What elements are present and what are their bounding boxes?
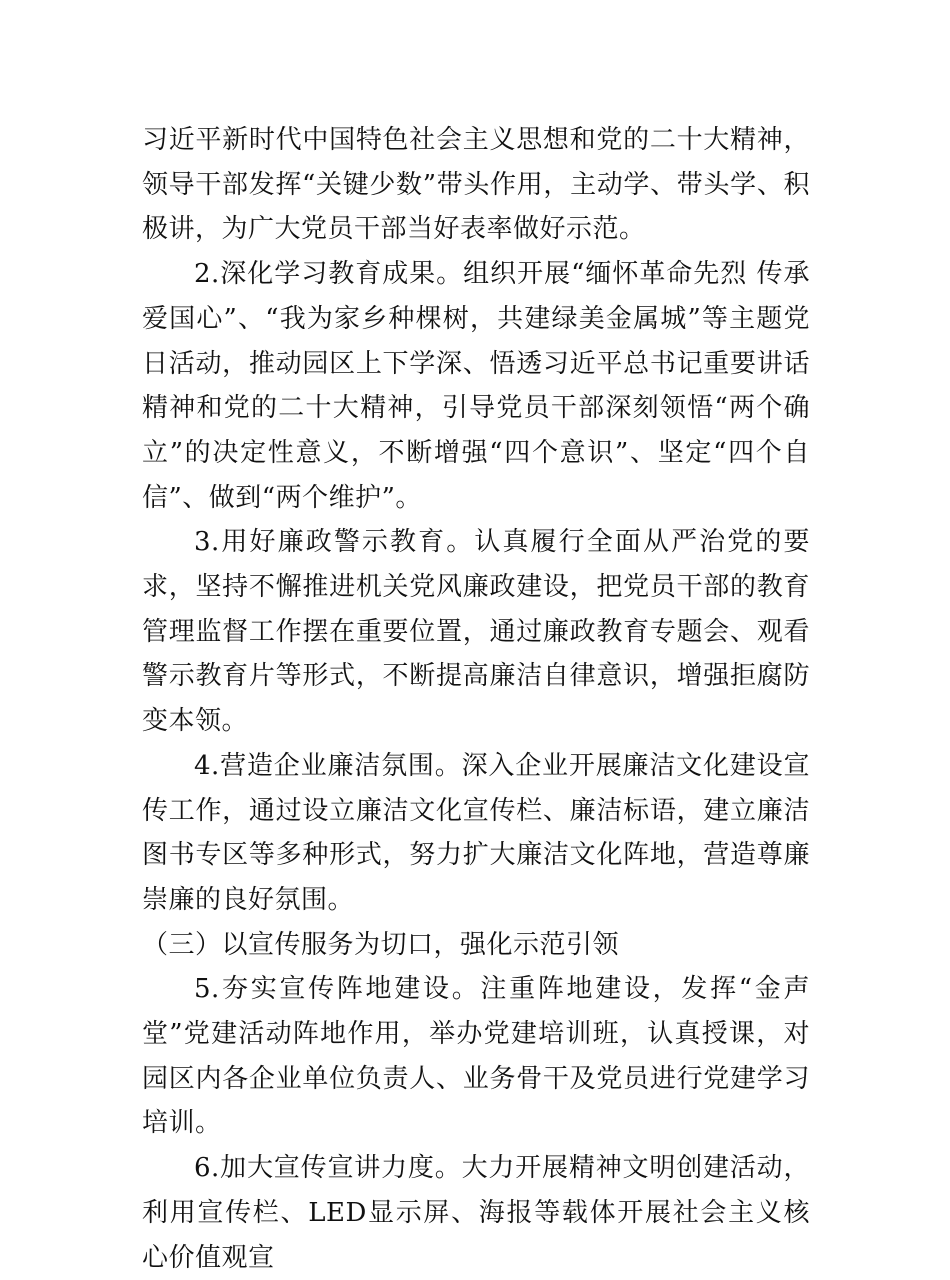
document-body — [142, 118, 810, 1280]
paragraph-item-5: 5.夯实宣传阵地建设。注重阵地建设，发挥“金声堂”党建活动阵地作用，举办党建培训班，认真授课，对园区内各企业单位负责人、业务骨干及党员进行党建学习培训。 — [142, 974, 810, 1139]
section-heading: （三）以宣传服务为切口，强化示范引领 — [142, 929, 620, 960]
paragraph-item-2: 2.深化学习教育成果。组织开展“缅怀革命先烈 传承爱国心”、“我为家乡种棵树，共建绿美金属城”等主题党日活动，推动园区上下学深、悟透习近平总书记重要讲话精神和党的二十大精神，引导党员干部深刻领悟“两个确立”的决定性意义，不断增强“四个意识”、坚定“四个自信”、做到“两个维护”。 — [142, 259, 810, 513]
paragraph-item-6: 6.加大宣传宣讲力度。大力开展精神文明创建活动，利用宣传栏、LED显示屏、海报等载体开展社会主义核心价值观宣 — [142, 1153, 810, 1273]
paragraph-item-3: 3.用好廉政警示教育。认真履行全面从严治党的要求，坚持不懈推进机关党风廉政建设，把党员干部的教育管理监督工作摆在重要位置，通过廉政教育专题会、观看警示教育片等形式，不断提高廉洁自律意识，增强拒腐防变本领。 — [142, 527, 810, 737]
paragraph-item-4: 4.营造企业廉洁氛围。深入企业开展廉洁文化建设宣传工作，通过设立廉洁文化宣传栏、廉洁标语，建立廉洁图书专区等多种形式，努力扩大廉洁文化阵地，营造尊廉崇廉的良好氛围。 — [142, 750, 810, 915]
paragraph-continuation: 习近平新时代中国特色社会主义思想和党的二十大精神，领导干部发挥“关键少数”带头作用，主动学、带头学、积极讲，为广大党员干部当好表率做好示范。 — [142, 125, 810, 245]
